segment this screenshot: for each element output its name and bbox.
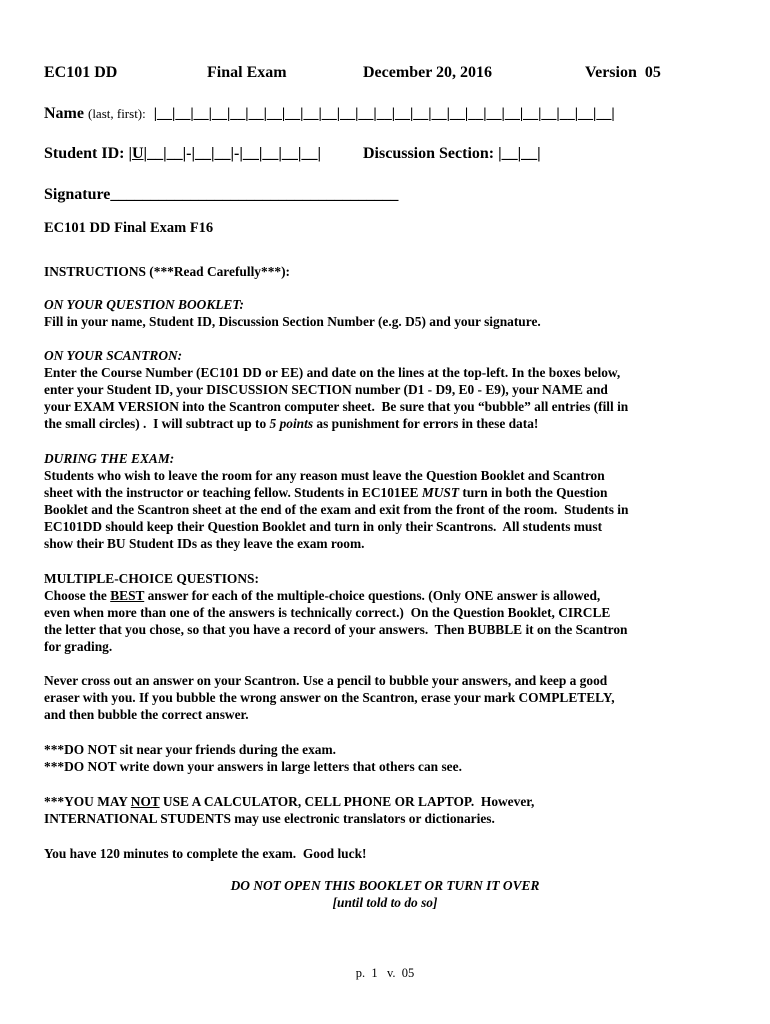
calculator-line: ***YOU MAY NOT USE A CALCULATOR, CELL PHONE OR LAPTOP. However, (44, 794, 535, 809)
mc-line: for grading. (44, 639, 113, 654)
do-not-line: ***DO NOT write down your answers in large letters that others can see. (44, 759, 462, 774)
discussion-section-field: Discussion Section: |__|__| (363, 145, 541, 162)
scantron-line: Enter the Course Number (EC101 DD or EE) and date on the lines at the top-left. In the boxes below, (44, 365, 621, 380)
mc-line: even when more than one of the answers is technically correct.) On the Question Booklet, CIRCLE (44, 605, 611, 620)
crossout-line: and then bubble the correct answer. (44, 707, 249, 722)
not-emphasis: NOT (130, 794, 160, 809)
crossout-line: eraser with you. If you bubble the wrong answer on the Scantron, erase your mark COMPLETELY, (44, 690, 615, 705)
best-emphasis: BEST (110, 588, 145, 603)
student-id-prefix: U (131, 145, 144, 162)
exam-version: Version 05 (585, 64, 661, 81)
exam-subtitle: EC101 DD Final Exam F16 (44, 220, 214, 236)
closing-warning: DO NOT OPEN THIS BOOKLET OR TURN IT OVER (230, 878, 540, 893)
must-emphasis: MUST (421, 485, 460, 500)
name-label: Name (44, 105, 84, 122)
scantron-line: enter your Student ID, your DISCUSSION SECTION number (D1 - D9, E0 - E9), your NAME and (44, 382, 608, 397)
scantron-line: the small circles) . I will subtract up to 5 points as punishment for errors in these data! (44, 416, 539, 431)
crossout-line: Never cross out an answer on your Scantron. Use a pencil to bubble your answers, and keep a good (44, 673, 608, 688)
student-id-label: Student ID: | (44, 145, 132, 162)
during-line: Booklet and the Scantron sheet at the end of the exam and exit from the front of the room. Students in (44, 502, 629, 517)
do-not-line: ***DO NOT sit near your friends during the exam. (44, 742, 337, 757)
student-id-field (44, 145, 321, 163)
scantron-heading: ON YOUR SCANTRON: (44, 348, 183, 363)
closing-note: [until told to do so] (332, 895, 438, 910)
during-line: Students who wish to leave the room for any reason must leave the Question Booklet and Scantron (44, 468, 605, 483)
course-code: EC101 DD (44, 64, 118, 81)
exam-title: Final Exam (207, 64, 287, 81)
exam-date: December 20, 2016 (363, 64, 492, 81)
during-line: EC101DD should keep their Question Booklet and turn in only their Scantrons. All students must (44, 519, 603, 534)
calculator-line: INTERNATIONAL STUDENTS may use electronic translators or dictionaries. (44, 811, 495, 826)
penalty-points: 5 points (269, 416, 314, 431)
during-line: show their BU Student IDs as they leave the exam room. (44, 536, 365, 551)
instructions-title: INSTRUCTIONS (***Read Carefully***): (44, 264, 291, 279)
during-heading: DURING THE EXAM: (44, 451, 175, 466)
student-id-boxes: |__|__|-|__|__|-|__|__|__|__| (143, 145, 321, 162)
during-line: sheet with the instructor or teaching fellow. Students in EC101EE MUST turn in both the Question (44, 485, 608, 500)
name-field (44, 105, 615, 123)
mc-heading: MULTIPLE-CHOICE QUESTIONS: (44, 571, 259, 586)
page-footer: p. 1 v. 05 (355, 966, 415, 980)
booklet-text: Fill in your name, Student ID, Discussion Section Number (e.g. D5) and your signature. (44, 314, 541, 329)
name-sublabel: (last, first): (87, 106, 146, 121)
time-limit: You have 120 minutes to complete the exam. Good luck! (44, 846, 367, 861)
mc-line: the letter that you chose, so that you have a record of your answers. Then BUBBLE it on the Scantron (44, 622, 628, 637)
signature-line: Signature____________________________________ (44, 186, 399, 203)
scantron-line: your EXAM VERSION into the Scantron computer sheet. Be sure that you “bubble” all entries (fill in (44, 399, 629, 414)
mc-line: Choose the BEST answer for each of the multiple-choice questions. (Only ONE answer is allowed, (44, 588, 601, 603)
name-boxes: |__|__|__|__|__|__|__|__|__|__|__|__|__|__|__|__|__|__|__|__|__|__|__|__|__| (153, 106, 615, 122)
booklet-heading: ON YOUR QUESTION BOOKLET: (44, 297, 245, 312)
